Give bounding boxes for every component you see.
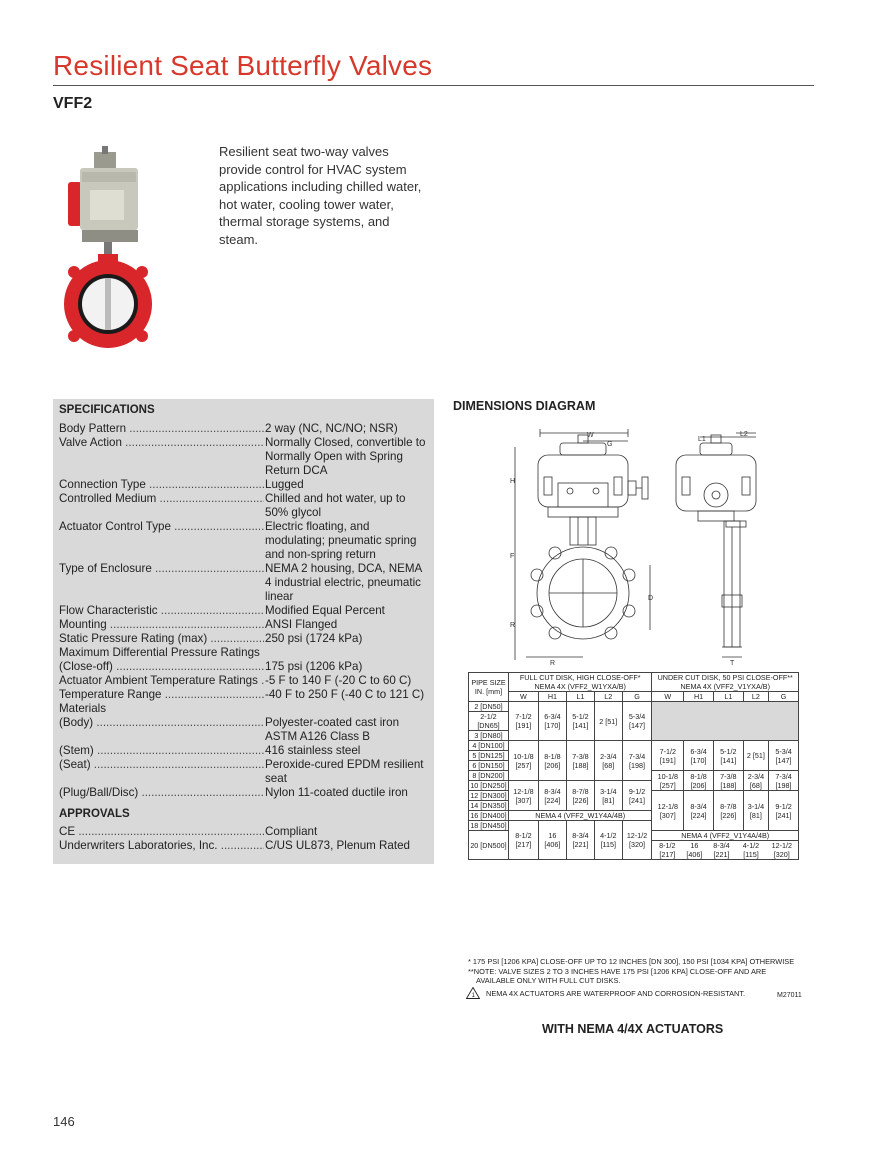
table-row [469,702,799,712]
spec-key: Valve Action ..... [59,436,264,478]
under-cut-cell: 8-3/4 [224] [684,791,714,831]
warning-note [466,987,745,999]
dim-label-r: R [510,622,516,629]
pipe-size-header: PIPE SIZE IN. [mm] [469,673,509,702]
spec-row [59,632,428,646]
spec-row [59,744,428,758]
spec-value [264,702,428,716]
under-cut-cell: 6-3/4 [170] [684,741,714,771]
spec-key: Mounting ..... [59,618,264,632]
spec-row [59,716,428,744]
full-cut-cell: 3-1/4 [81] [595,781,623,811]
under-cut-cell: 7-3/8 [188] [713,771,743,791]
dimensions-heading: DIMENSIONS DIAGRAM [453,399,596,413]
under-cut-cell: 12-1/8 [307] [652,791,684,831]
spec-row [59,674,428,688]
valve-product-photo [64,146,154,356]
approval-row [59,825,428,839]
spec-value: -5 F to 140 F (-20 C to 60 C) [265,674,412,687]
under-cut-cell: 4-1/2 [115] [742,841,760,859]
pipe-size-cell: 20 [DN500] [469,831,509,860]
under-cut-nema4-label: NEMA 4 (VFF2_V1Y4A/4B) [651,831,799,841]
column-header-full-g: G [622,692,652,702]
note-3: AVAILABLE ONLY WITH FULL CUT DISKS. [476,976,621,985]
spec-key: Maximum Differential Pressure Ratings [59,646,260,659]
spec-value: Chilled and hot water, up to 50% glycol [265,492,406,519]
full-cut-cell: 6-3/4 [170] [538,702,566,741]
spec-value: 250 psi (1724 kPa) [265,632,363,645]
under-cut-cell: 8-7/8 [226] [713,791,743,831]
approval-value: Compliant [265,825,318,838]
full-cut-cell: 7-1/2 [191] [509,702,539,741]
spec-value: 2 way (NC, NC/NO; NSR) [265,422,398,435]
spec-key: (Stem) ..... [59,744,264,758]
spec-row [59,422,428,436]
column-header-under-w: W [652,692,684,702]
intro-text: Resilient seat two-way valves provide control for HVAC system applications including chilled water, hot water, cooling tower water, thermal storage systems, and steam. [219,144,422,247]
spec-key: (Seat) ..... [59,758,264,786]
table-notes [468,957,818,986]
specifications-box [53,399,434,864]
column-header-full-w: W [509,692,539,702]
note-2: **NOTE: VALVE SIZES 2 TO 3 INCHES HAVE 175 PSI [1206 KPA] CLOSE-OFF AND ARE [468,966,767,976]
dim-label-f: F [510,553,515,560]
under-cut-cell: 5-3/4 [147] [769,741,799,771]
spec-key: Controlled Medium ..... [59,492,264,520]
spec-value: Polyester-coated cast iron ASTM A126 Class B [265,716,400,743]
pipe-size-cell: 2-1/2 [DN65] [469,712,509,731]
under-cut-last-inner [652,841,798,859]
pipe-size-cell: 14 [DN350] [470,801,507,810]
pipe-size-cell: 8 [DN200] [469,771,509,781]
under-cut-cell: 7-3/4 [198] [769,771,799,791]
column-header-under-l1: L1 [713,692,743,702]
column-header-full-l2: L2 [595,692,623,702]
full-cut-cell: 12-1/8 [307] [509,781,539,811]
spec-row [59,702,428,716]
dim-label-l2: L2 [740,431,748,438]
under-cut-cell: 12-1/2 [320] [771,841,792,859]
full-cut-cell: 8-7/8 [226] [566,781,594,811]
column-header-full-l1: L1 [566,692,594,702]
spec-value: NEMA 2 housing, DCA, NEMA 4 industrial electric, pneumatic linear [265,562,422,603]
page-number: 146 [53,1114,75,1129]
spec-key: Flow Characteristic ..... [59,604,264,618]
under-cut-cell: 8-1/8 [206] [684,771,714,791]
spec-value: Lugged [265,478,304,491]
spec-key: Materials [59,702,107,715]
full-cut-cell: 4-1/2 [115] [595,821,623,860]
spec-value: -40 F to 250 F (-40 C to 121 C) [265,688,425,701]
pipe-size-cell: 4 [DN100] [469,741,509,751]
full-cut-cell: 9-1/2 [241] [622,781,652,811]
column-header-under-l2: L2 [743,692,768,702]
spec-row [59,618,428,632]
spec-row [59,562,428,604]
spec-row [59,688,428,702]
full-cut-cell: 12-1/2 [320] [622,821,652,860]
full-cut-cell: 10-1/8 [257] [509,741,539,781]
approval-row [59,839,428,853]
dim-label-w: W [587,432,594,439]
spec-value: ANSI Flanged [265,618,338,631]
spec-key: Temperature Range ..... [59,688,264,702]
pipe-size-cell: 16 [DN400] [470,811,507,820]
full-cut-header: FULL CUT DISK, HIGH CLOSE-OFF* NEMA 4X (VFF2_W1YXA/B) [509,673,652,692]
dimensions-table [468,672,799,860]
table-row [469,741,799,751]
under-cut-cell: 10-1/8 [257] [652,771,684,791]
spec-row [59,758,428,786]
pipe-size-cell: 3 [DN80] [469,731,509,741]
spec-key: Actuator Ambient Temperature Ratings ..... [59,674,264,688]
spec-value: Normally Closed, convertible to Normally Open with Spring Return DCA [265,436,426,477]
spec-row [59,646,428,660]
under-cut-cell: 8-3/4 [221] [713,841,730,859]
pipe-size-cell: 5 [DN125] [469,751,509,761]
full-cut-cell: 7-3/4 [198] [622,741,652,781]
spec-key: Type of Enclosure ..... [59,562,264,604]
full-cut-cell: 5-1/2 [141] [566,702,594,741]
under-cut-cell: 2-3/4 [68] [743,771,768,791]
under-cut-cell: 5-1/2 [141] [713,741,743,771]
spec-value: Peroxide-cured EPDM resilient seat [265,758,424,785]
column-header-under-h1: H1 [684,692,714,702]
dim-label-t: T [730,660,735,667]
spec-row [59,520,428,562]
full-cut-cell: 8-3/4 [224] [538,781,566,811]
dim-label-d: D [648,595,654,602]
full-cut-cell: 2 [51] [595,702,623,741]
under-cut-cell: 16 [406] [686,841,703,859]
dim-label-r-bottom: R [550,660,556,667]
dim-label-l1: L1 [698,436,706,443]
shaded-cell [652,702,799,741]
approval-key: Underwriters Laboratories, Inc. ..... [59,839,264,853]
diagram-caption: WITH NEMA 4/4X ACTUATORS [542,1022,724,1036]
spec-key: Actuator Control Type ..... [59,520,264,562]
full-cut-cell: 8-1/2 [217] [509,821,539,860]
under-cut-header: UNDER CUT DISK, 50 PSI CLOSE-OFF** NEMA 4X (VFF2_V1YXA/B) [652,673,799,692]
specifications-list [59,422,428,800]
spec-key: Connection Type ..... [59,478,264,492]
column-header-under-g: G [769,692,799,702]
spec-row [59,604,428,618]
under-cut-cell: 8-1/2 [217] [659,841,676,859]
full-cut-cell: 8-1/8 [206] [538,741,566,781]
full-cut-cell: 5-3/4 [147] [622,702,652,741]
spec-key: Body Pattern ..... [59,422,264,436]
spec-row [59,478,428,492]
under-cut-cell: 9-1/2 [241] [769,791,799,831]
spec-value [264,646,428,660]
pipe-size-cell: 18 [DN450] [470,821,507,830]
spec-value: Modified Equal Percent [265,604,385,617]
approvals-heading: APPROVALS [59,808,130,820]
note-1: * 175 PSI [1206 KPA] CLOSE-OFF UP TO 12 INCHES [DN 300], 150 PSI [1034 KPA] OTHERWISE [468,957,795,966]
spec-row [59,786,428,800]
spec-row [59,492,428,520]
under-cut-last-values [652,841,798,859]
dimensions-drawing [460,425,820,670]
pipe-size-cell: 12 [DN300] [470,791,507,800]
figure-number: M27011 [777,992,802,999]
spec-value: 416 stainless steel [265,744,361,757]
under-cut-cell: 7-1/2 [191] [652,741,684,771]
warning-triangle-icon [466,987,480,999]
spec-value: 175 psi (1206 kPa) [265,660,363,673]
title-rule [53,85,814,86]
full-cut-nema4-label: NEMA 4 (VFF2_W1Y4A/4B) [509,811,652,821]
spec-key: Static Pressure Rating (max) ..... [59,632,264,646]
dim-label-g: G [607,441,613,448]
spec-key: (Body) ..... [59,716,264,744]
spec-row [59,436,428,478]
spec-key: (Close-off) ..... [59,660,264,674]
full-cut-cell: 8-3/4 [221] [566,821,594,860]
full-cut-cell: 2-3/4 [68] [595,741,623,781]
warning-mark: 1 [471,993,475,999]
approvals-list [59,825,428,853]
pipe-size-cell: 6 [DN150] [469,761,509,771]
under-cut-last-group [652,831,799,860]
full-cut-cell: 7-3/8 [188] [566,741,594,781]
dim-label-h: H [510,478,516,485]
approval-key: CE ..... [59,825,264,839]
under-cut-cell: 3-1/4 [81] [743,791,768,831]
specifications-heading: SPECIFICATIONS [59,404,155,416]
column-header-full-h1: H1 [538,692,566,702]
page-title: Resilient Seat Butterfly Valves [53,50,433,81]
spec-value: Nylon 11-coated ductile iron [265,786,408,799]
warning-text: NEMA 4X ACTUATORS ARE WATERPROOF AND CORROSION-RESISTANT. [486,988,746,998]
pipe-size-cell: 10 [DN250] [470,781,507,790]
under-cut-cell: 2 [51] [743,741,768,771]
model-number: VFF2 [53,95,93,112]
pipe-size-cell: 2 [DN50] [469,702,509,712]
spec-value: Electric floating, and modulating; pneumatic spring and non-spring return [265,520,417,561]
approval-value: C/US UL873, Plenum Rated [265,839,410,852]
spec-row [59,660,428,674]
full-cut-cell: 16 [406] [538,821,566,860]
spec-key: (Plug/Ball/Disc) ..... [59,786,264,800]
